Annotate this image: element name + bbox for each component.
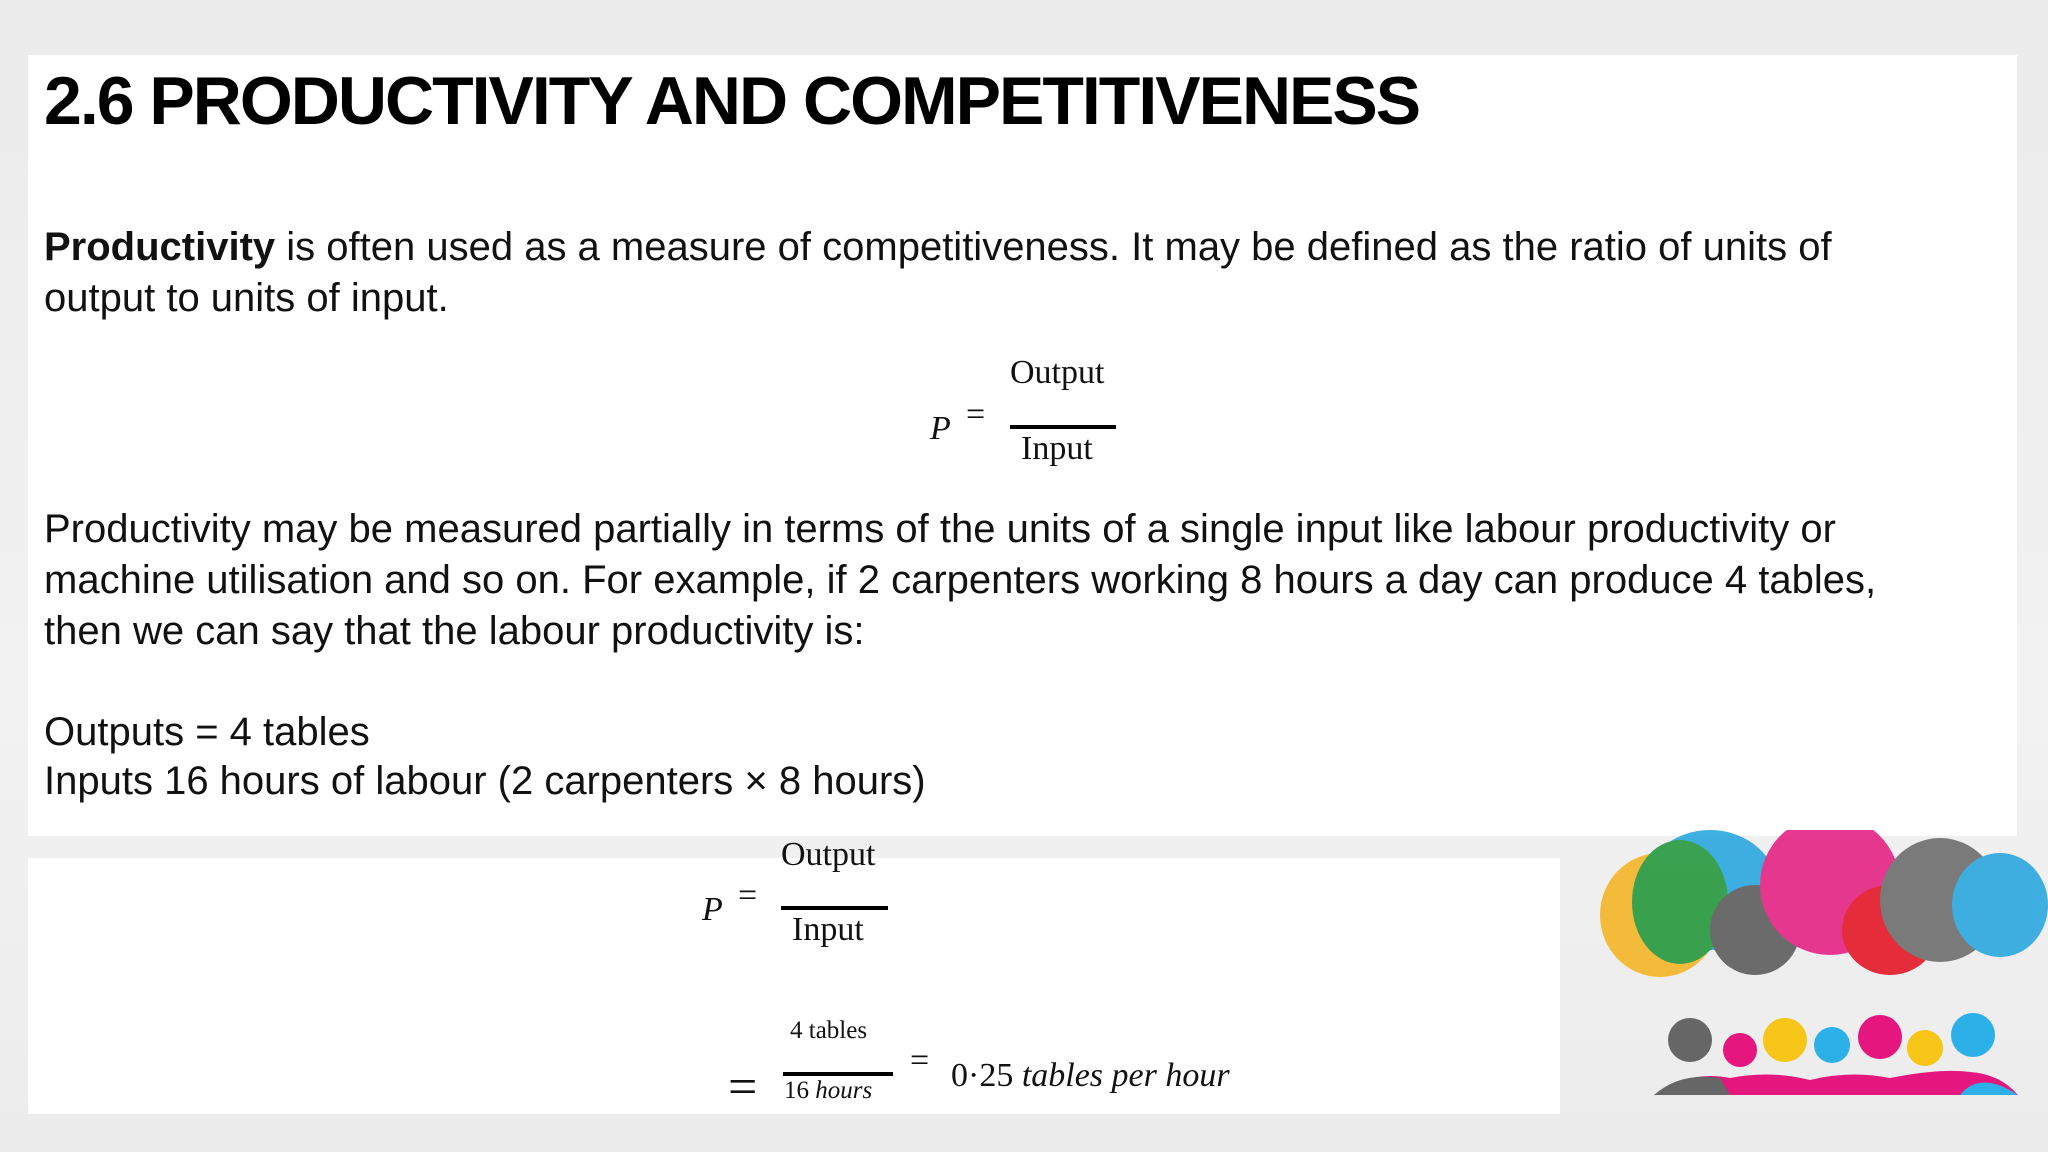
paragraph-2-line: Productivity may be measured partially in terms of the units of a single input like labour productivity or: [44, 507, 1836, 551]
person-head-icon: [1814, 1027, 1850, 1063]
example-outputs: Outputs = 4 tables: [44, 710, 370, 754]
formula2-result: [951, 1057, 1230, 1095]
formula2-equals-3: =: [910, 1042, 930, 1079]
formula2-fraction-bar: [781, 906, 888, 910]
paragraph-2: [44, 504, 1876, 657]
formula2-numerator-2: 4 tables: [790, 1017, 868, 1044]
person-head-icon: [1951, 1013, 1995, 1057]
formula2-fraction-bar-2: [783, 1072, 893, 1076]
formula2-denominator-2: [784, 1077, 872, 1105]
slide-title: 2.6 PRODUCTIVITY AND COMPETITIVENESS: [44, 63, 1420, 139]
intro-paragraph: [44, 222, 1832, 324]
bubble-icon: [1952, 853, 2048, 957]
formula2-equals: =: [738, 877, 758, 914]
intro-line-2: output to units of input.: [44, 276, 449, 320]
formula1-fraction-bar: [1010, 425, 1116, 429]
speech-bubbles-people-illustration: [1570, 830, 2048, 1100]
formula1-numerator: Output: [1010, 354, 1105, 391]
example-inputs: Inputs 16 hours of labour (2 carpenters × 8 hours): [44, 759, 926, 803]
person-head-icon: [1858, 1015, 1902, 1059]
denominator-unit: hours: [815, 1077, 873, 1104]
formula1-equals: =: [966, 396, 986, 433]
formula1-lhs: P: [930, 410, 951, 447]
formula2-numerator: Output: [781, 836, 876, 873]
person-head-icon: [1668, 1018, 1712, 1062]
denominator-number: 16: [784, 1077, 809, 1104]
person-head-icon: [1907, 1030, 1943, 1066]
formula2-lhs: P: [702, 891, 723, 928]
formula1-denominator: Input: [1021, 430, 1093, 467]
intro-line-1: is often used as a measure of competitiveness. It may be defined as the ratio of units of: [275, 225, 1832, 269]
person-head-icon: [1723, 1033, 1757, 1067]
person-body-icon: [1654, 1077, 1730, 1095]
paragraph-2-line: machine utilisation and so on. For example, if 2 carpenters working 8 hours a day can produce 4 tables,: [44, 558, 1877, 602]
formula2-denominator: Input: [792, 911, 864, 948]
example: [44, 708, 926, 806]
person-head-icon: [1763, 1018, 1807, 1062]
bold-term: Productivity: [44, 225, 276, 269]
formula2-equals-2: =: [728, 1059, 758, 1116]
result-value: 0·25: [951, 1057, 1014, 1094]
result-unit: tables per hour: [1021, 1057, 1230, 1094]
paragraph-2-line: then we can say that the labour productivity is:: [44, 609, 865, 653]
